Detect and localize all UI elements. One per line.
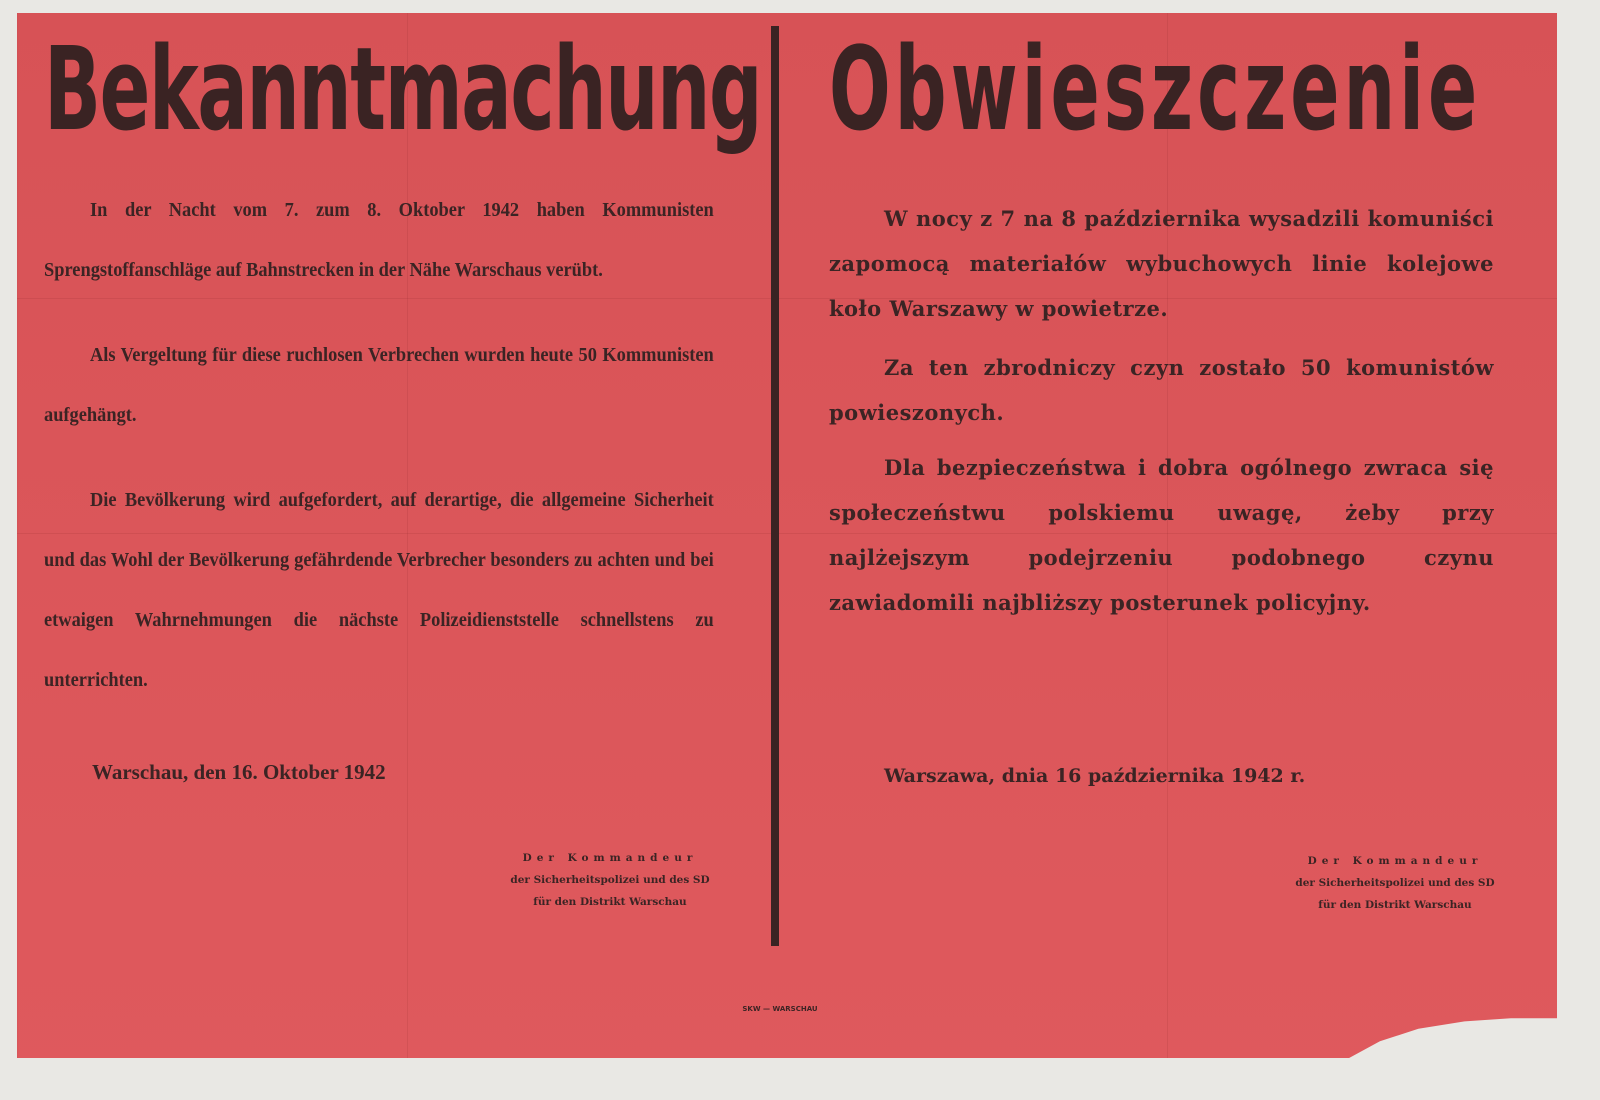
signature-line: der Sicherheitspolizei und des SD <box>510 874 710 886</box>
polish-paragraph-2: Za ten zbrodniczy czyn zostało 50 komunistów powieszonych. <box>829 355 1494 425</box>
column-divider <box>771 26 779 946</box>
german-signature <box>460 847 760 913</box>
signature-line: für den Distrikt Warschau <box>1318 899 1472 911</box>
polish-body <box>829 196 1494 625</box>
polish-signature <box>1245 850 1545 916</box>
german-headline: Bekanntmachung <box>44 21 762 157</box>
german-paragraph-3: Die Bevölkerung wird aufgefordert, auf derartige, die allgemeine Sicherheit und das Wohl der Bevölkerung gefährdende Verbrecher besonders zu achten und bei etwaigen Wahrnehmungen die nächste Polizeidienststelle schnellstens zu unterrichten. <box>44 489 714 691</box>
german-date-line: Warschau, den 16. Oktober 1942 <box>92 760 386 784</box>
german-paragraph-1: In der Nacht vom 7. zum 8. Oktober 1942 haben Kommunisten Sprengstoffanschläge auf Bahnstrecken in der Nähe Warschaus verübt. <box>44 199 714 281</box>
polish-paragraph-3: Dla bezpieczeństwa i dobra ogólnego zwraca się społeczeństwu polskiemu uwagę, żeby przy najlżejszym podejrzeniu podobnego czynu zawiadomili najbliższy posterunek policyjny. <box>829 455 1494 615</box>
signature-title: Der Kommandeur <box>522 852 698 864</box>
signature-line: für den Distrikt Warschau <box>533 896 687 908</box>
polish-date-line: Warszawa, dnia 16 października 1942 r. <box>884 765 1306 787</box>
polish-paragraph-1: W nocy z 7 na 8 października wysadzili komuniści zapomocą materiałów wybuchowych linie kolejowe koło Warszawy w powietrze. <box>829 206 1494 321</box>
printer-mark: SKW — WARSCHAU <box>742 1005 818 1013</box>
german-body <box>44 180 714 710</box>
polish-headline: Obwieszczenie <box>829 21 1482 157</box>
signature-title: Der Kommandeur <box>1307 855 1483 867</box>
german-paragraph-2: Als Vergeltung für diese ruchlosen Verbrechen wurden heute 50 Kommunisten aufgehängt. <box>44 344 714 426</box>
signature-line: der Sicherheitspolizei und des SD <box>1295 877 1495 889</box>
